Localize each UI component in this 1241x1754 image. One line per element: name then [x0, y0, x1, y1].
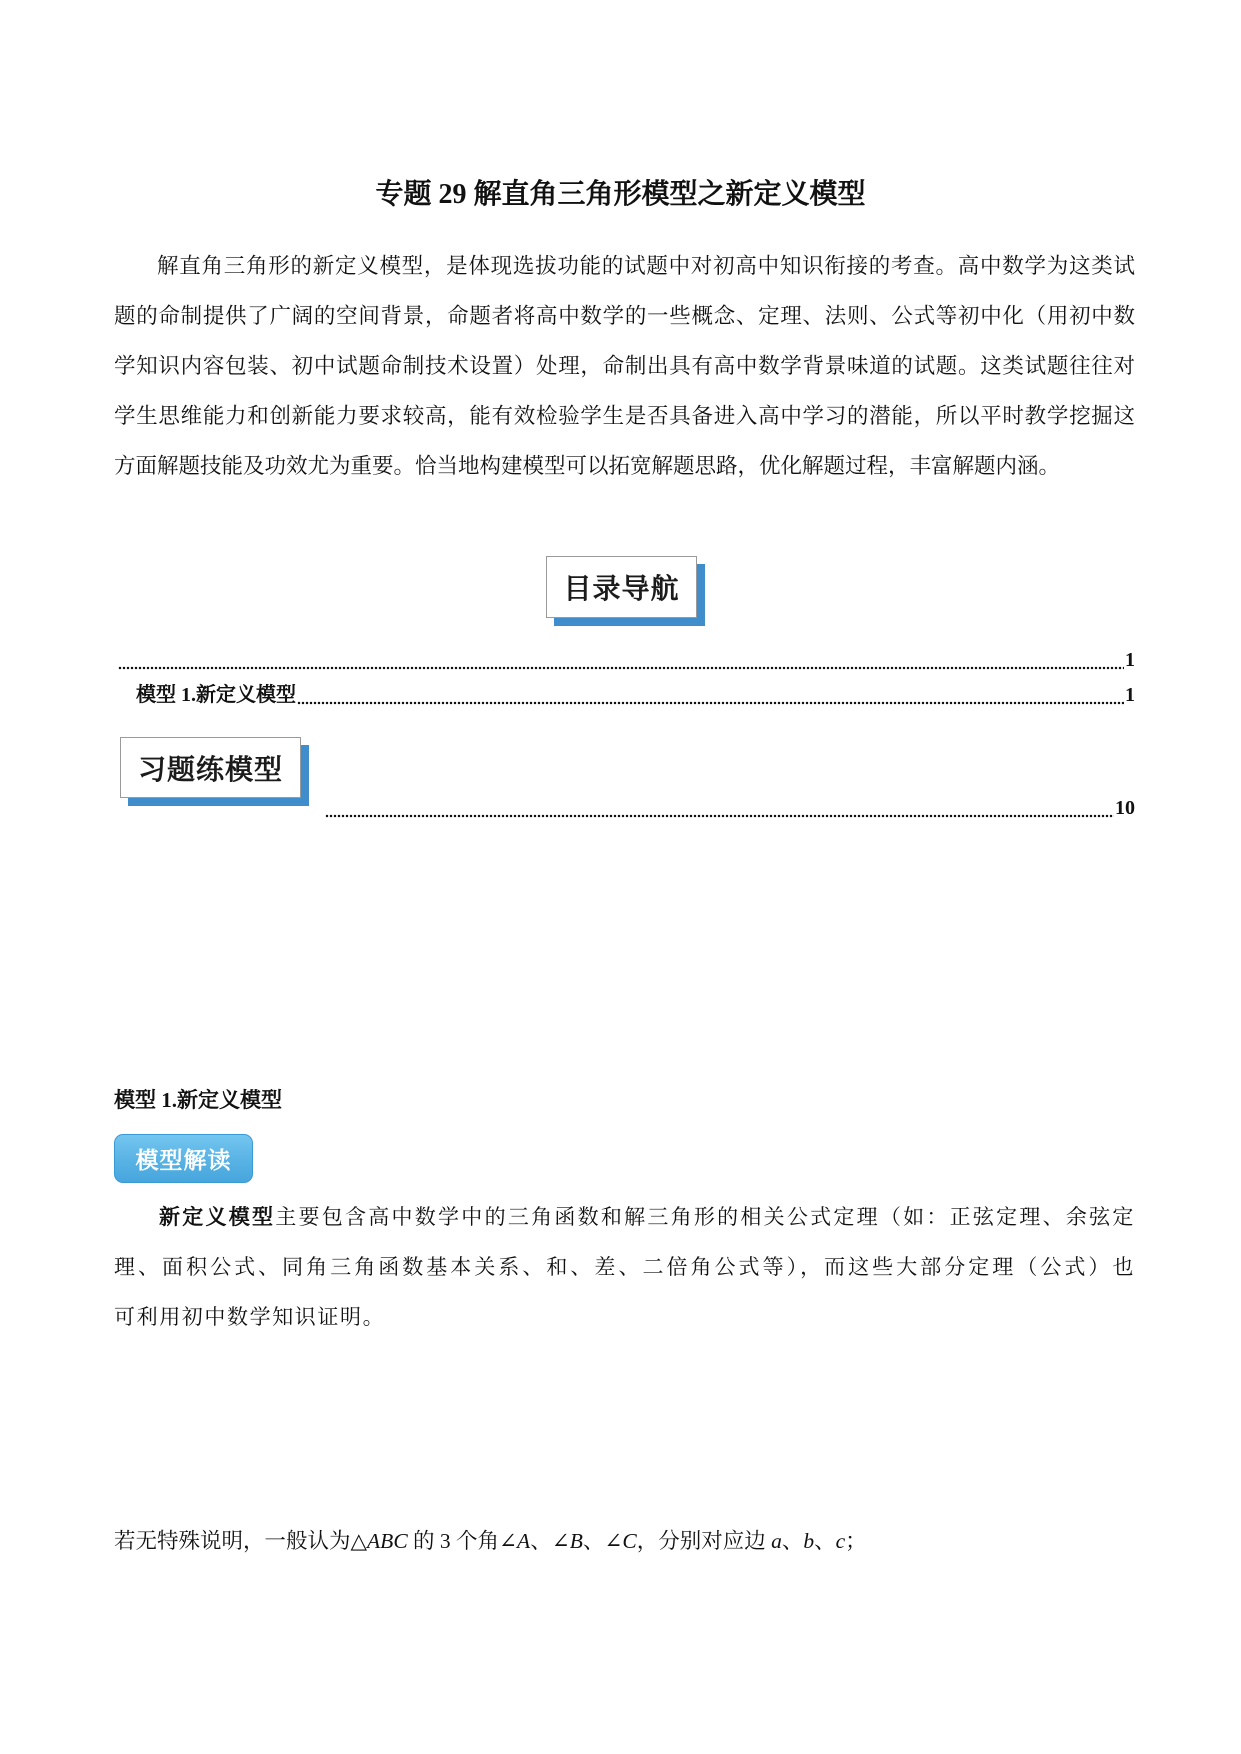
toc-entry-label: 模型 1.新定义模型	[136, 684, 296, 706]
math-variable: C	[622, 1529, 637, 1553]
paragraph-line: 可利用初中数学知识证明。	[114, 1305, 386, 1329]
bold-term: 新定义模型	[159, 1205, 276, 1229]
toc-page-number: 10	[1115, 797, 1135, 819]
text-run: ；	[845, 1529, 867, 1553]
section-paragraph	[114, 1192, 1135, 1342]
toc-leader-dots	[118, 645, 1124, 675]
math-variable: c	[835, 1529, 846, 1553]
math-variable: A	[517, 1529, 531, 1553]
paragraph-line: 理、面积公式、同角三角函数基本关系、和、差、二倍角公式等），而这些大部分定理（公式）也	[114, 1255, 1135, 1279]
toc-leader-dots	[297, 680, 1124, 710]
page-title: 专题 29 解直角三角形模型之新定义模型	[375, 179, 866, 210]
badge-label: 模型解读	[135, 1147, 232, 1173]
toc-heading-box	[546, 556, 697, 618]
text-run: 的 3 个角∠	[407, 1529, 518, 1553]
toc-entry[interactable]	[324, 793, 1135, 823]
text-run: 若无特殊说明，一般认为△	[114, 1529, 368, 1553]
toc-entry[interactable]	[136, 680, 1135, 710]
toc-leader-dots	[325, 793, 1114, 823]
text-run: 、	[814, 1529, 836, 1553]
math-variable: a	[771, 1529, 782, 1553]
toc-page-number: 1	[1125, 649, 1135, 671]
toc-page-number: 1	[1125, 684, 1135, 706]
intro-line: 题的命制提供了广阔的空间背景，命题者将高中数学的一些概念、定理、法则、公式等初中化（用初中数	[114, 304, 1135, 328]
toc-heading-label: 目录导航	[563, 573, 680, 604]
exercise-heading-box	[120, 737, 301, 798]
text-run: 、∠	[582, 1529, 623, 1553]
math-variable: B	[569, 1529, 583, 1553]
model-interpretation-badge	[114, 1134, 253, 1183]
text-run: 、∠	[530, 1529, 570, 1553]
intro-line: 学知识内容包装、初中试题命制技术设置）处理，命制出具有高中数学背景味道的试题。这类试题往往对	[114, 354, 1135, 378]
math-variable: b	[803, 1529, 815, 1553]
intro-paragraph	[114, 241, 1135, 491]
section-heading: 模型 1.新定义模型	[114, 1088, 282, 1112]
toc-entry[interactable]	[117, 645, 1135, 675]
paragraph-line-text: 主要包含高中数学中的三角函数和解三角形的相关公式定理（如：正弦定理、余弦定	[275, 1205, 1136, 1229]
text-run: 、	[781, 1529, 804, 1553]
intro-line: 解直角三角形的新定义模型，是体现选拔功能的试题中对初高中知识衔接的考查。高中数学为这类试	[157, 254, 1135, 278]
text-run: ，分别对应边	[636, 1529, 772, 1553]
math-variable: ABC	[367, 1529, 408, 1553]
intro-line: 学生思维能力和创新能力要求较高，能有效检验学生是否具备进入高中学习的潜能，所以平时教学挖掘这	[114, 404, 1135, 428]
notation-note	[114, 1516, 867, 1566]
exercise-heading-label: 习题练模型	[137, 753, 283, 785]
intro-line: 方面解题技能及功效尤为重要。恰当地构建模型可以拓宽解题思路，优化解题过程，丰富解题内涵。	[114, 454, 1061, 478]
paragraph-line	[114, 1192, 1135, 1242]
